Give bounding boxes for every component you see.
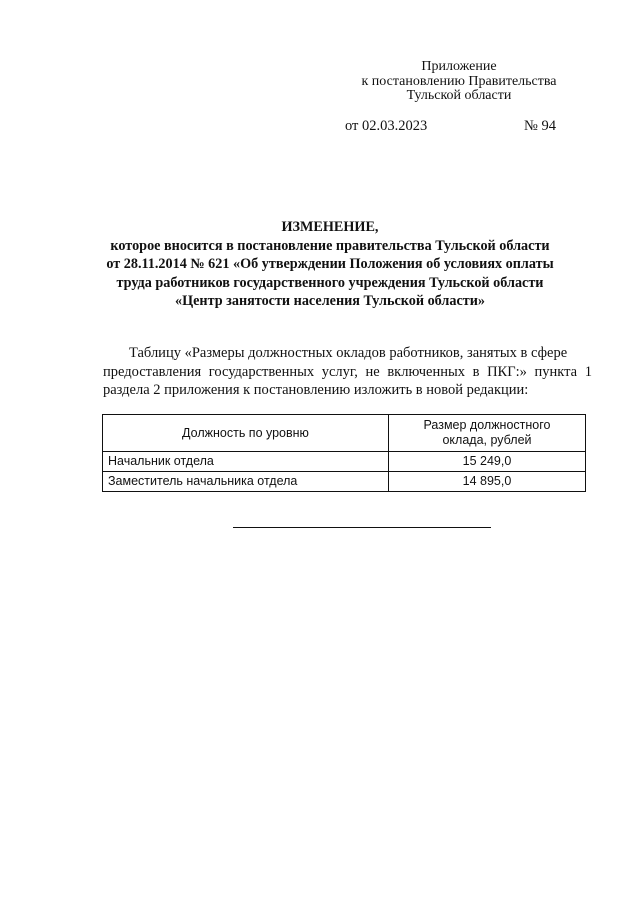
- row-position: Заместитель начальника отдела: [103, 472, 389, 492]
- decree-date: от 02.03.2023: [345, 118, 428, 134]
- heading-line-2: от 28.11.2014 № 621 «Об утверждении Положения об условиях оплаты: [106, 256, 554, 272]
- body-paragraph: [103, 344, 592, 400]
- heading-line-4: «Центр занятости населения Тульской области»: [174, 293, 486, 309]
- table-row: [103, 472, 586, 492]
- document-heading: [80, 218, 580, 311]
- paragraph-line-2: предоставления государственных услуг, не включенных в ПКГ:» пункта 1: [103, 363, 592, 380]
- header-salary-line-1: Размер должностного: [423, 418, 551, 432]
- heading-title: ИЗМЕНЕНИЕ,: [281, 219, 379, 235]
- heading-line-3: труда работников государственного учреждения Тульской области: [116, 274, 544, 291]
- table-row: [103, 452, 586, 472]
- row-salary: 14 895,0: [389, 472, 586, 492]
- decree-number: № 94: [524, 118, 556, 134]
- header-salary-line-2: оклада, рублей: [442, 433, 532, 447]
- paragraph-line-1: Таблицу «Размеры должностных окладов работников, занятых в сфере: [129, 345, 568, 361]
- appendix-line-1: Приложение: [421, 59, 497, 74]
- appendix-line-2: к постановлению Правительства: [361, 73, 557, 89]
- row-salary: 15 249,0: [389, 452, 586, 472]
- heading-line-1: которое вносится в постановление правительства Тульской области: [110, 237, 550, 254]
- closing-divider: [233, 527, 491, 528]
- row-position: Начальник отдела: [103, 452, 389, 472]
- salary-table: [102, 414, 586, 492]
- header-position: Должность по уровню: [103, 415, 389, 452]
- appendix-block: [340, 60, 578, 104]
- appendix-line-3: Тульской области: [406, 88, 512, 103]
- header-salary: [389, 415, 586, 452]
- paragraph-line-3: раздела 2 приложения к постановлению изложить в новой редакции:: [103, 382, 529, 399]
- table-header-row: [103, 415, 586, 452]
